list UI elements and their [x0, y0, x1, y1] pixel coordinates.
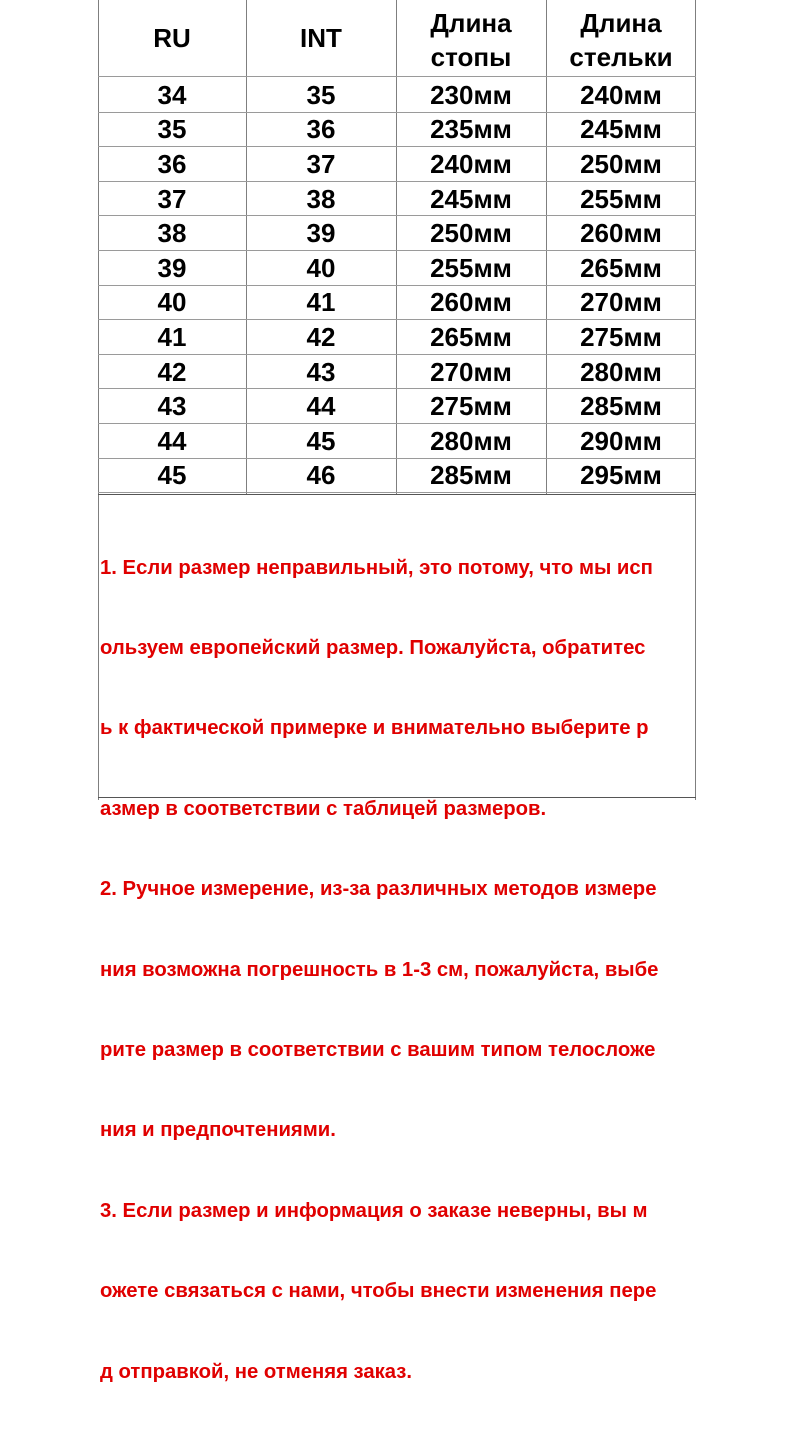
cell-foot: 245мм [430, 183, 512, 214]
grid-line [98, 181, 696, 182]
cell-foot: 280мм [430, 425, 512, 456]
note-line: 1. Если размер неправильный, это потому, что мы исп [100, 556, 653, 579]
cell-ru: 39 [157, 252, 187, 283]
cell-ru: 35 [157, 114, 187, 145]
note-line: ользуем европейский размер. Пожалуйста, обратитес [100, 636, 646, 659]
grid-line [98, 492, 696, 493]
cell-insole: 295мм [580, 460, 662, 491]
cell-int: 42 [306, 321, 336, 352]
cell-ru: 36 [157, 148, 187, 179]
cell-int: 45 [306, 425, 336, 456]
cell-foot: 275мм [430, 391, 512, 422]
header-int [246, 0, 396, 76]
cell-foot: 235мм [430, 114, 512, 145]
grid-line [98, 76, 696, 77]
cell-int: 46 [306, 460, 336, 491]
cell-int: 43 [306, 356, 336, 387]
grid-line [98, 458, 696, 459]
cell-int: 35 [306, 79, 336, 110]
cell-int: 38 [306, 183, 336, 214]
cell-ru: 34 [157, 79, 187, 110]
cell-insole: 265мм [580, 252, 662, 283]
cell-insole: 275мм [580, 321, 662, 352]
note-line: рите размер в соответствии с вашим типом телосложе [100, 1038, 656, 1061]
cell-insole: 245мм [580, 114, 662, 145]
cell-ru: 45 [157, 460, 187, 491]
cell-int: 39 [306, 218, 336, 249]
grid-line [98, 423, 696, 424]
cell-insole: 240мм [580, 79, 662, 110]
cell-foot: 260мм [430, 287, 512, 318]
header-insole-length [546, 4, 696, 76]
header-foot-length [396, 4, 546, 76]
note-line: 3. Если размер и информация о заказе неверны, вы м [100, 1199, 648, 1222]
cell-int: 44 [306, 391, 336, 422]
grid-line [98, 388, 696, 389]
note-line: ния возможна погрешность в 1-3 см, пожалуйста, выбе [100, 958, 659, 981]
header-ru-label: RU [153, 22, 191, 53]
cell-insole: 285мм [580, 391, 662, 422]
note-line: азмер в соответствии с таблицей размеров. [100, 797, 547, 820]
cell-ru: 44 [157, 425, 187, 456]
cell-int: 40 [306, 252, 336, 283]
cell-ru: 37 [157, 183, 187, 214]
notes-block [98, 494, 696, 1383]
grid-line [98, 319, 696, 320]
cell-foot: 255мм [430, 252, 512, 283]
cell-foot: 285мм [430, 460, 512, 491]
cell-foot: 270мм [430, 356, 512, 387]
header-insole-line1: Длина [580, 8, 662, 38]
cell-foot: 250мм [430, 218, 512, 249]
header-ru [98, 0, 246, 76]
cell-foot: 240мм [430, 148, 512, 179]
cell-ru: 42 [157, 356, 187, 387]
cell-insole: 280мм [580, 356, 662, 387]
note-line: ь к фактической примерке и внимательно выберите р [100, 717, 649, 740]
header-foot-line2: стопы [430, 42, 512, 72]
cell-insole: 250мм [580, 148, 662, 179]
grid-line [98, 285, 696, 286]
cell-insole: 290мм [580, 425, 662, 456]
cell-insole: 270мм [580, 287, 662, 318]
cell-ru: 43 [157, 391, 187, 422]
cell-ru: 40 [157, 287, 187, 318]
grid-line [98, 146, 696, 147]
note-line: д отправкой, не отменяя заказ. [100, 1360, 413, 1383]
cell-foot: 230мм [430, 79, 512, 110]
header-foot-line1: Длина [430, 8, 512, 38]
grid-line [98, 354, 696, 355]
cell-int: 41 [306, 287, 336, 318]
cell-insole: 260мм [580, 218, 662, 249]
size-chart [98, 0, 696, 1383]
cell-insole: 255мм [580, 183, 662, 214]
cell-int: 37 [306, 148, 336, 179]
grid-line [98, 112, 696, 113]
note-line: ожете связаться с нами, чтобы внести изменения пере [100, 1280, 657, 1303]
cell-int: 36 [306, 114, 336, 145]
header-int-label: INT [300, 22, 342, 53]
cell-ru: 38 [157, 218, 187, 249]
grid-line [98, 250, 696, 251]
cell-foot: 265мм [430, 321, 512, 352]
note-line: 2. Ручное измерение, из-за различных методов измере [100, 878, 657, 901]
note-line: ния и предпочтениями. [100, 1119, 336, 1142]
cell-ru: 41 [157, 321, 187, 352]
header-insole-line2: стельки [569, 42, 673, 72]
grid-line [98, 215, 696, 216]
